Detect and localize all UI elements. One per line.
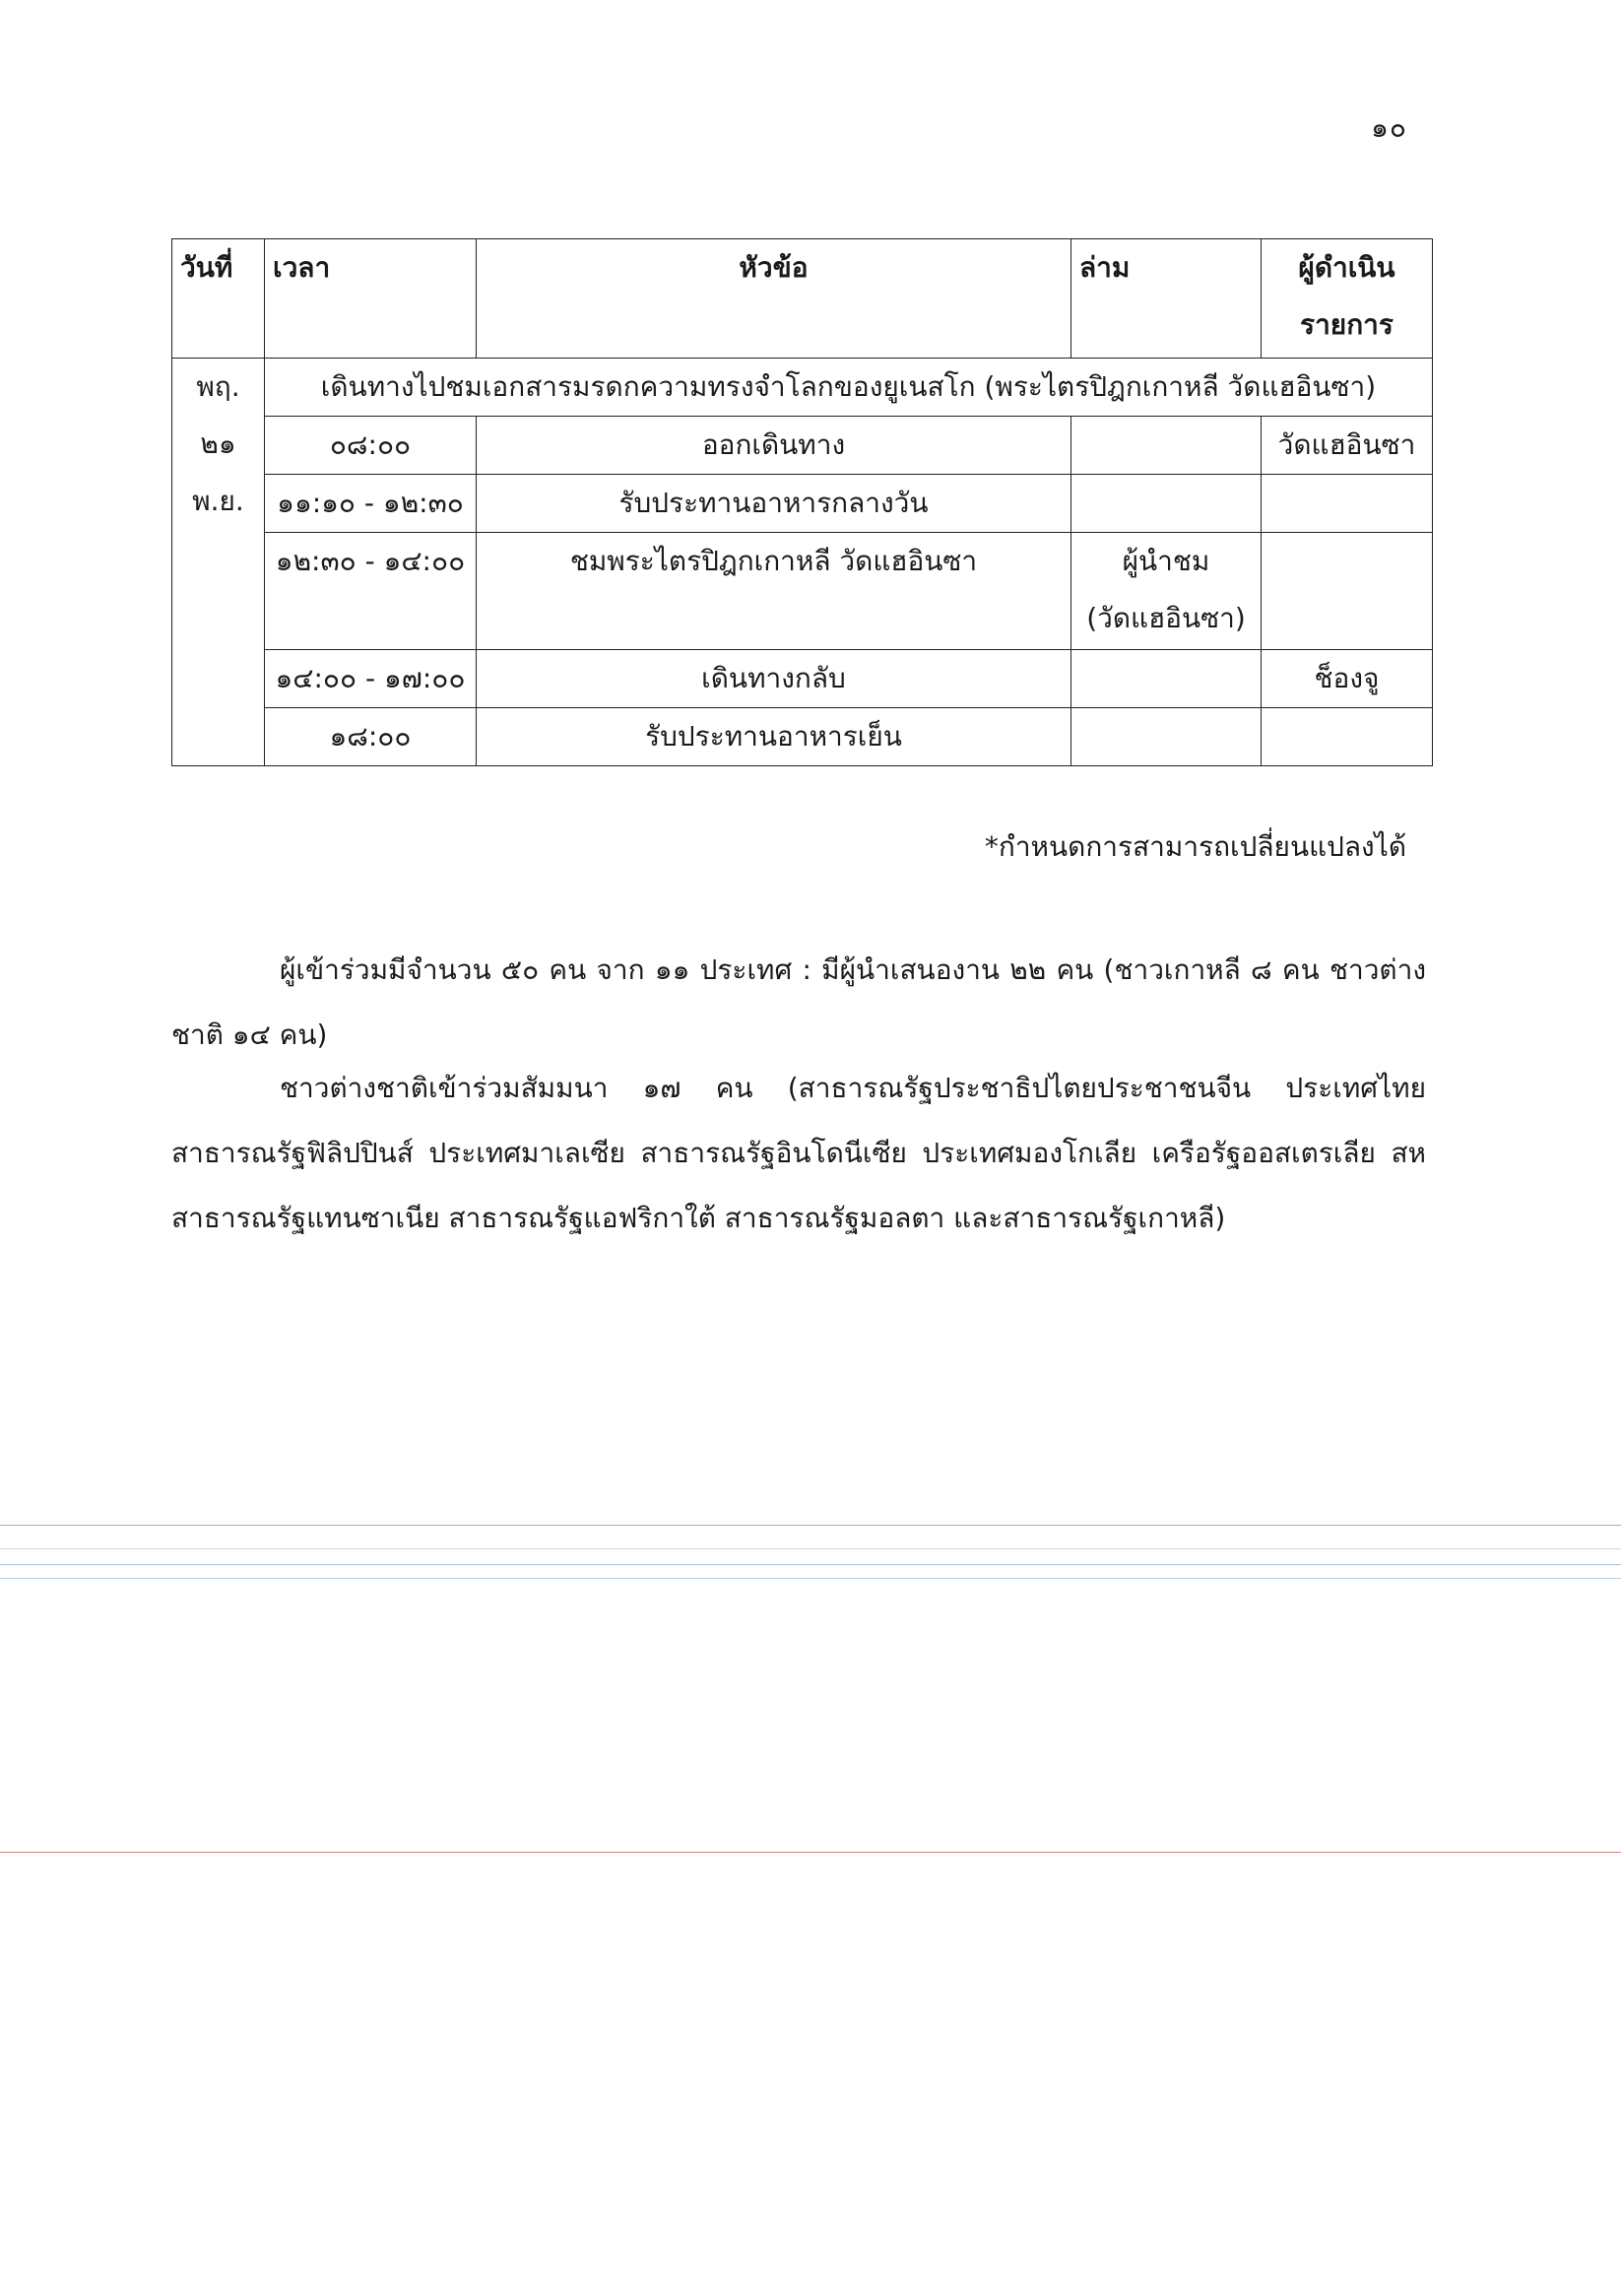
row-topic: ชมพระไตรปิฎกเกาหลี วัดแฮอินซา [477, 533, 1071, 650]
row-interpreter [1071, 708, 1262, 766]
foreigners-paragraph: ชาวต่างชาติเข้าร่วมสัมมนา ๑๗ คน (สาธารณรัฐประชาธิปไตยประชาชนจีน ประเทศไทย สาธารณรัฐฟิลิปปินส์ ประเทศมาเลเซีย สาธารณรัฐอินโดนีเซีย ประเทศมองโกเลีย เครือรัฐออสเตรเลีย สหสาธารณรัฐแทนซาเนีย สาธารณรัฐแอฟริกาใต้ สาธารณรัฐมอลตา และสาธารณรัฐเกาหลี) [171, 1072, 1426, 1234]
header-operator-line2: รายการ [1300, 308, 1394, 341]
header-topic: หัวข้อ [477, 239, 1071, 359]
scan-line-3 [0, 1564, 1621, 1565]
row-interpreter [1071, 650, 1262, 708]
banner-row [172, 359, 1433, 417]
header-interpreter: ล่าม [1071, 239, 1262, 359]
row-operator [1262, 708, 1433, 766]
row-topic: ออกเดินทาง [477, 417, 1071, 475]
date-cell [172, 359, 265, 766]
row-topic: รับประทานอาหารเย็น [477, 708, 1071, 766]
scan-line-2 [0, 1548, 1621, 1549]
table-row [172, 708, 1433, 766]
date-month: พ.ย. [192, 485, 244, 517]
interpreter-line2: (วัดแฮอินซา) [1086, 602, 1246, 634]
table-row [172, 533, 1433, 650]
table-row [172, 650, 1433, 708]
page-number: ๑๐ [1371, 111, 1407, 144]
trip-banner: เดินทางไปชมเอกสารมรดกความทรงจำโลกของยูเนสโก (พระไตรปิฎกเกาหลี วัดแฮอินซา) [265, 359, 1433, 417]
header-operator-line1: ผู้ดำเนิน [1298, 251, 1395, 284]
row-operator: ช็องจู [1262, 650, 1433, 708]
row-time: ๑๘:๐๐ [265, 708, 477, 766]
scan-line-1 [0, 1525, 1621, 1526]
row-topic: รับประทานอาหารกลางวัน [477, 475, 1071, 533]
table-header-row [172, 239, 1433, 359]
scan-line-5 [0, 1852, 1621, 1853]
row-operator [1262, 533, 1433, 650]
scan-line-4 [0, 1578, 1621, 1579]
row-interpreter [1071, 533, 1262, 650]
interpreter-line1: ผู้นำชม [1122, 545, 1210, 577]
date-number: ๒๑ [200, 427, 236, 460]
schedule-note: *กำหนดการสามารถเปลี่ยนแปลงได้ [984, 830, 1406, 863]
header-operator [1262, 239, 1433, 359]
row-interpreter [1071, 417, 1262, 475]
row-topic: เดินทางกลับ [477, 650, 1071, 708]
table-row [172, 417, 1433, 475]
row-interpreter [1071, 475, 1262, 533]
row-time: ๑๒:๓๐ - ๑๔:๐๐ [265, 533, 477, 650]
header-date: วันที่ [172, 239, 265, 359]
schedule-table [171, 238, 1433, 766]
table-row [172, 475, 1433, 533]
row-time: ๑๑:๑๐ - ๑๒:๓๐ [265, 475, 477, 533]
date-day: พฤ. [196, 370, 240, 403]
participants-paragraph: ผู้เข้าร่วมมีจำนวน ๕๐ คน จาก ๑๑ ประเทศ : มีผู้นำเสนองาน ๒๒ คน (ชาวเกาหลี ๘ คน ชาวต่างชาติ ๑๔ คน) [171, 953, 1426, 1051]
header-time: เวลา [265, 239, 477, 359]
row-time: ๑๔:๐๐ - ๑๗:๐๐ [265, 650, 477, 708]
row-operator: วัดแฮอินซา [1262, 417, 1433, 475]
row-time: ๐๘:๐๐ [265, 417, 477, 475]
row-operator [1262, 475, 1433, 533]
